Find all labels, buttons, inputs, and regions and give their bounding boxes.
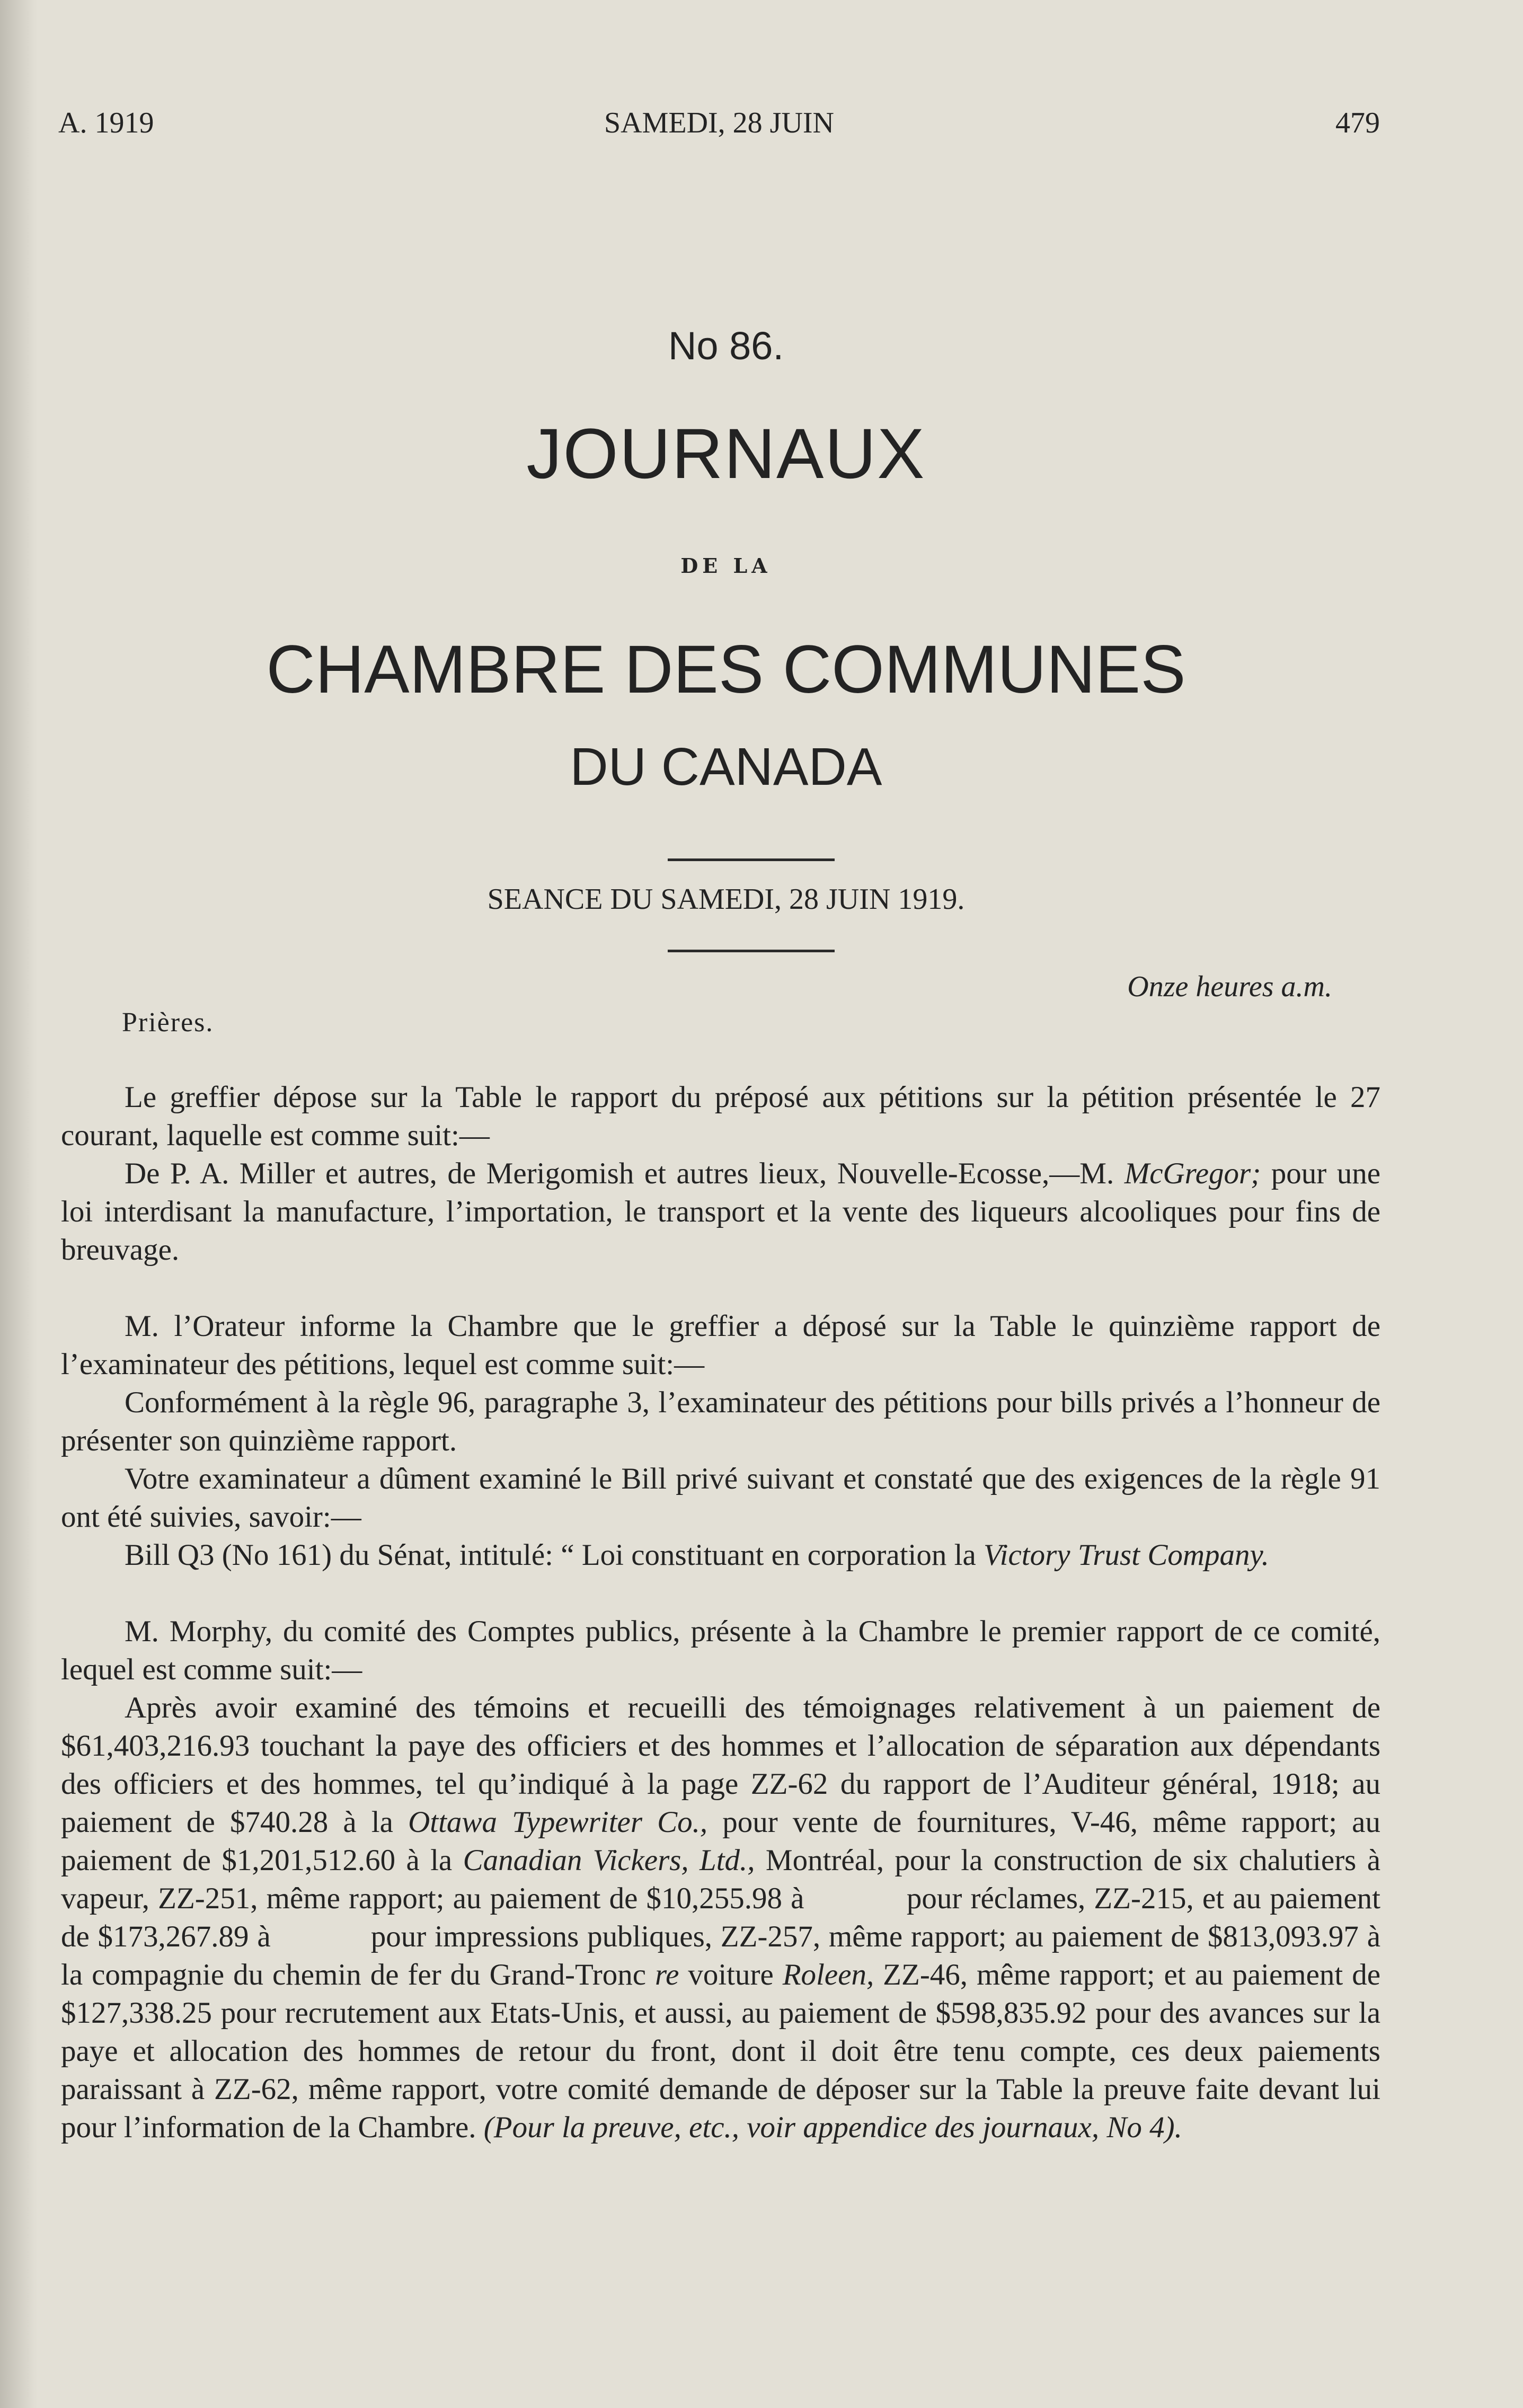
header-date: SAMEDI, 28 JUIN bbox=[604, 107, 834, 139]
paragraph-public-accounts: M. Morphy, du comité des Comptes publics, présente à la Chambre le premier rapport de ce comité, lequel est comme suit:— bbox=[61, 1615, 1380, 1686]
paragraph-bill-q3: Bill Q3 (No 161) du Sénat, intitulé: “ Loi constituant en corporation la Victory Trust Company. bbox=[125, 1538, 1269, 1572]
sitting-time: Onze heures a.m. bbox=[1127, 970, 1332, 1003]
top-rule bbox=[668, 858, 835, 861]
paragraph-petition-report: Le greffier dépose sur la Table le rapport du préposé aux pétitions sur la pétition présentée le 27 courant, laquelle est comme suit:— bbox=[61, 1081, 1380, 1152]
sitting-heading: SEANCE DU SAMEDI, 28 JUIN 1919. bbox=[487, 883, 965, 916]
journal-number: No 86. bbox=[668, 324, 784, 368]
journal-title: JOURNAUX bbox=[526, 414, 926, 493]
paragraph-petition-entry: De P. A. Miller et autres, de Merigomish et autres lieux, Nouvelle-Ecosse,—M. McGregor; pour une loi interdisant la manufacture, l’importation, le transport et la vente des liqueurs alcooliques pour fins de breuvage. bbox=[61, 1157, 1380, 1267]
chamber-title: CHAMBRE DES COMMUNES bbox=[266, 632, 1186, 707]
journal-body bbox=[61, 1078, 1388, 2147]
prayers-label: Prières. bbox=[122, 1007, 214, 1038]
car-name: Roleen, bbox=[782, 1958, 874, 1991]
paragraph-payments: Après avoir examiné des témoins et recueilli des témoignages relativement à un paiement de $61,403,216.93 touchant la paye des officiers et des hommes et l’allocation de séparation aux dépendants des officiers et des hommes, tel qu’indiqué à la page ZZ-62 du rapport de l’Auditeur général, 1918; au paiement de $740.28 à la Ottawa Typewriter Co., pour vente de fournitures, V-46, même rapport; au paiement de $1,201,512.60 à la Canadian Vickers, Ltd., Montréal, pour la construction de six chalutiers à vapeur, ZZ-251, même rapport; au paiement de $10,255.98 à pour réclames, ZZ-215, et au paiement de $173,267.89 à pour impressions publiques, ZZ-257, même rapport; au paiement de $813,093.97 à la compagnie du chemin de fer du Grand-Tronc re voiture Roleen, ZZ-46, même rapport; et au paiement de $127,338.25 pour recrutement aux Etats-Unis, et aussi, au paiement de $598,835.92 pour des avances sur la paye et allocation des hommes de retour du front, dont il doit être tenu compte, ces deux paiements paraissant à ZZ-62, même rapport, votre comité demande de déposer sur la Table la preuve faite devant lui pour l’information de la Chambre. (Pour la preuve, etc., voir appendice des journaux, No 4). bbox=[61, 1691, 1388, 2144]
payee-canadian-vickers: Canadian Vickers, Ltd., bbox=[463, 1844, 755, 1877]
page-number: 479 bbox=[1335, 107, 1380, 139]
appendix-reference: (Pour la preuve, etc., voir appendice des journaux, No 4). bbox=[483, 2111, 1182, 2144]
payee-ottawa-typewriter: Ottawa Typewriter Co., bbox=[408, 1805, 708, 1839]
paragraph-rule-91: Votre examinateur a dûment examiné le Bill privé suivant et constaté que des exigences de la règle 91 ont été suivies, savoir:— bbox=[61, 1462, 1380, 1534]
member-name: McGregor; bbox=[1124, 1157, 1261, 1190]
bottom-rule bbox=[668, 950, 835, 952]
paragraph-examiner-notice: M. l’Orateur informe la Chambre que le greffier a déposé sur la Table le quinzième rapport de l’examinateur des pétitions, lequel est comme suit:— bbox=[61, 1309, 1380, 1381]
paragraph-rule-96: Conformément à la règle 96, paragraphe 3, l’examinateur des pétitions pour bills privés a l’honneur de présenter son quinzième rapport. bbox=[61, 1386, 1380, 1457]
company-name: Victory Trust Company. bbox=[984, 1538, 1269, 1572]
country-title: DU CANADA bbox=[570, 737, 882, 796]
header-year: A. 1919 bbox=[58, 107, 154, 139]
running-head bbox=[58, 106, 1380, 148]
title-connector: DE LA bbox=[680, 554, 772, 578]
